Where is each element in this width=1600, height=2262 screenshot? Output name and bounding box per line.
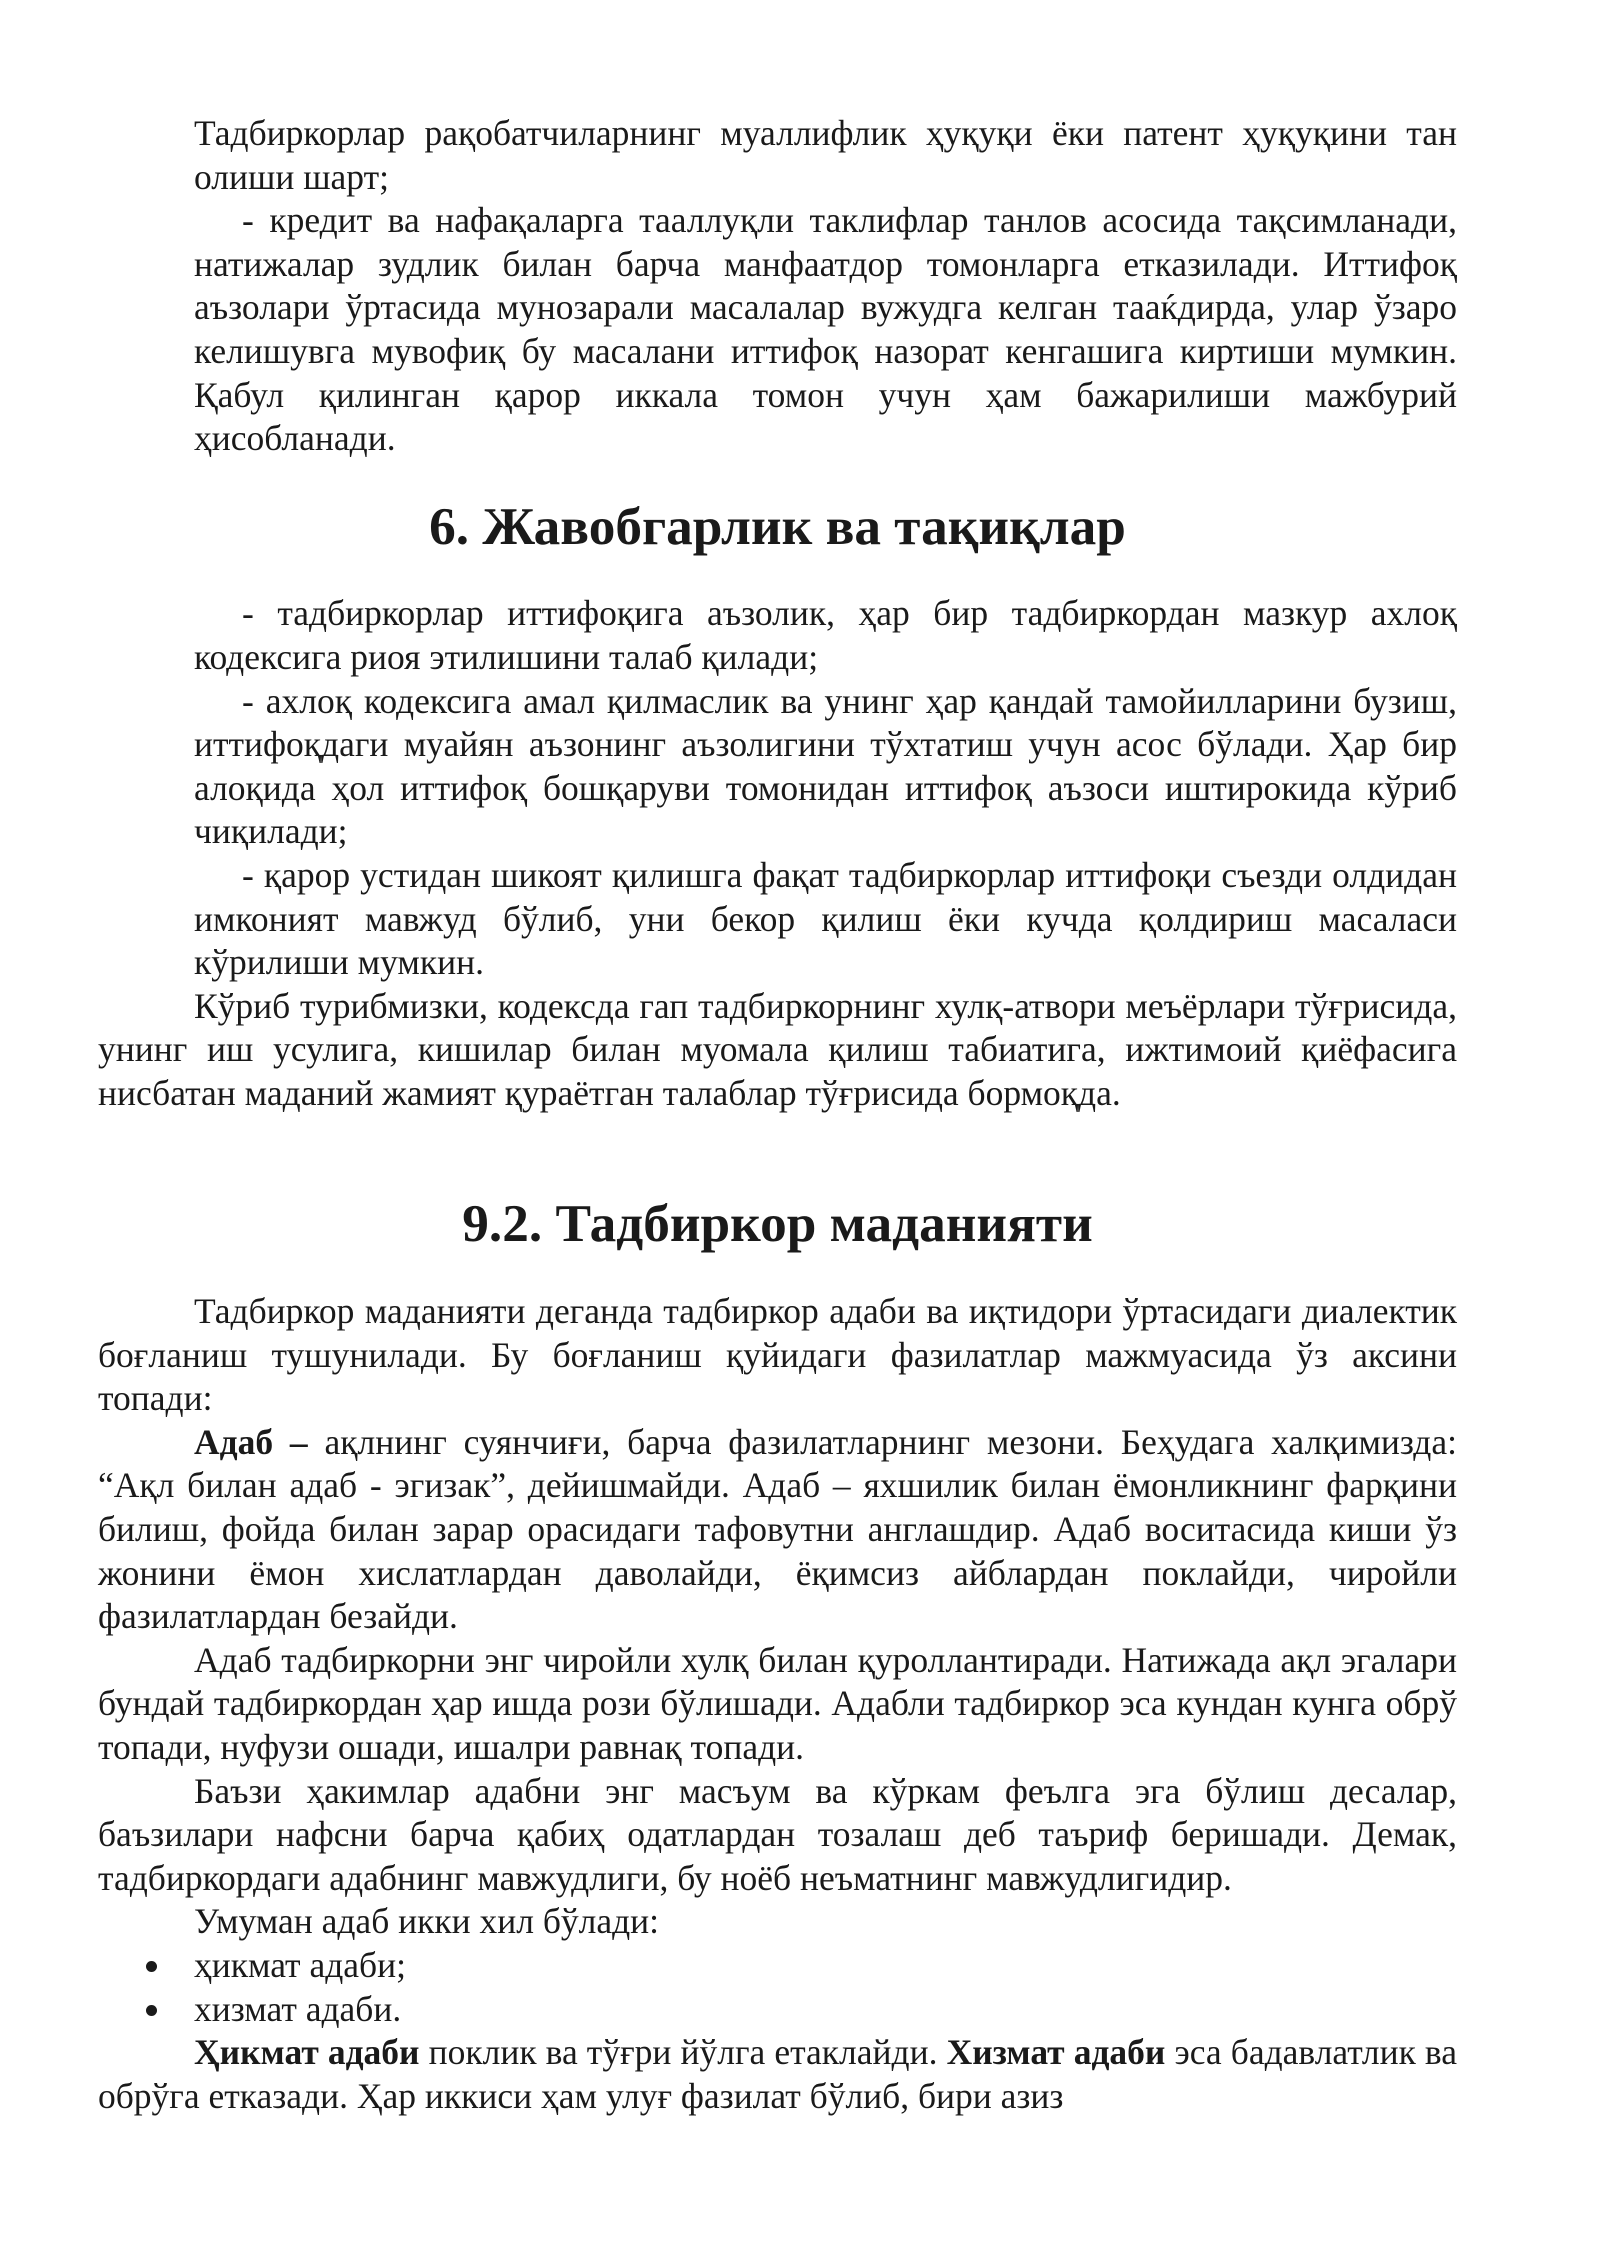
list-item-text: ҳикмат адаби; [194, 1944, 406, 1985]
paragraph-adab-types-intro: Умуман адаб икки хил бўлади: [194, 1901, 660, 1942]
paragraph-adab-views: Баъзи ҳакимлар адабни энг масъум ва кўркам феълга эга бўлиш десалар, баъзилари нафсни барча қабиҳ одатлардан тозалаш деб таъриф беришади. Демак, тадбиркордаги адабнинг мавжудлиги, бу ноёб неъматнинг мавжудлигидир. [98, 1770, 1457, 1898]
paragraph-membership: - тадбиркорлар иттифоқига аъзолик, ҳар бир тадбиркордан мазкур ахлоқ кодексига риоя этилишини талаб қилади; [194, 593, 1457, 677]
adab-types-list [98, 1944, 1457, 2031]
list-item-text: хизмат адаби. [194, 1988, 402, 2029]
paragraph-adab-definition [98, 1421, 1457, 1639]
bullet-icon [146, 2005, 157, 2016]
term-xizmat-adabi: Хизмат адаби [946, 2032, 1166, 2073]
paragraph-appeal: - қарор устидан шикоят қилишга фақат тадбиркорлар иттифоқи съезди олдидан имконият мавжуд бўлиб, уни бекор қилиш ёки кучда қолдириш масаласи кўрилиши мумкин. [194, 854, 1457, 983]
paragraph-code-summary: Кўриб турибмизки, кодексда гап тадбиркорнинг хулқ-атвори меъёрлари тўғрисида, унинг иш усулига, кишилар билан муомала қилиш табиатига, ижтимоий қиёфасига нисбатан маданий жамият қураётган талаблар тўғрисида бормоқда. [98, 985, 1457, 1113]
section-heading-responsibility: 6. Жавобгарлик ва тақиқлар [429, 496, 1126, 556]
paragraph-adab-effect: Адаб тадбиркорни энг чиройли хулқ билан қуроллантиради. Натижада ақл эгалари бундай тадбиркордан ҳар ишда рози бўлишади. Адабли тадбиркор эса кундан кунга обрў топади, нуфузи ошади, ишалри равнақ топади. [98, 1639, 1457, 1767]
bullet-icon [146, 1961, 157, 1972]
paragraph-patent-rights: Тадбиркорлар рақобатчиларнинг муаллифлик ҳуқуқи ёки патент ҳуқуқини тан олиши шарт; [194, 113, 1457, 197]
paragraph-credit-proposals: - кредит ва нафақаларга тааллуқли таклифлар танлов асосида тақсимланади, натижалар зудлик билан барча манфаатдор томонларга етказилади. Иттифоқ аъзолари ўртасида мунозарали масалалар вужудга келган тааќдирда, улар ўзаро келишувга мувофиқ бу масалани иттифоқ назорат кенгашига киртиши мумкин. Қабул қилинган қарор иккала томон учун ҳам бажарилиши мажбурий ҳисобланади. [194, 200, 1457, 459]
list-item [98, 1944, 1457, 1988]
hikmat-adabi-text: поклик ва тўғри йўлга етаклайди. [419, 2032, 947, 2073]
paragraph-culture-definition: Тадбиркор маданияти деганда тадбиркор адаби ва иқтидори ўртасидаги диалектик боғланиш тушунилади. Бу боғланиш қуйидаги фазилатлар мажмуасида ўз аксини топади: [98, 1291, 1457, 1419]
adab-definition-text: ақлнинг суянчиғи, барча фазилатларнинг мезони. Беҳудага халқимизда: “Ақл билан адаб - эгизак”, дейишмайди. Адаб – яхшилик билан ёмонликнинг фарқини билиш, фойда билан зарар орасидаги тафовутни англашдир. Адаб воситасида киши ўз жонини ёмон хислатлардан даволайди, ёқимсиз айблардан поклайди, чиройли фазилатлардан безайди. [98, 1421, 1457, 1637]
paragraph-adab-kinds [98, 2031, 1457, 2118]
section-heading-culture: 9.2. Тадбиркор маданияти [462, 1194, 1093, 1254]
term-hikmat-adabi: Ҳикмат адаби [194, 2032, 420, 2073]
term-adab: Адаб – [194, 1421, 308, 1462]
paragraph-violation: - ахлоқ кодексига амал қилмаслик ва унинг ҳар қандай тамойилларини бузиш, иттифоқдаги муайян аъзонинг аъзолигини тўхтатиш учун асос бўлади. Ҳар бир алоқида ҳол иттифоқ бошқаруви томонидан иттифоқ аъзоси иштирокида кўриб чиқилади; [194, 680, 1457, 852]
list-item [98, 1988, 1457, 2032]
xizmat-adabi-text: эса бадавлатлик ва обрўга етказади. Ҳар иккиси ҳам улуғ фазилат бўлиб, бири азиз [98, 2032, 1457, 2116]
